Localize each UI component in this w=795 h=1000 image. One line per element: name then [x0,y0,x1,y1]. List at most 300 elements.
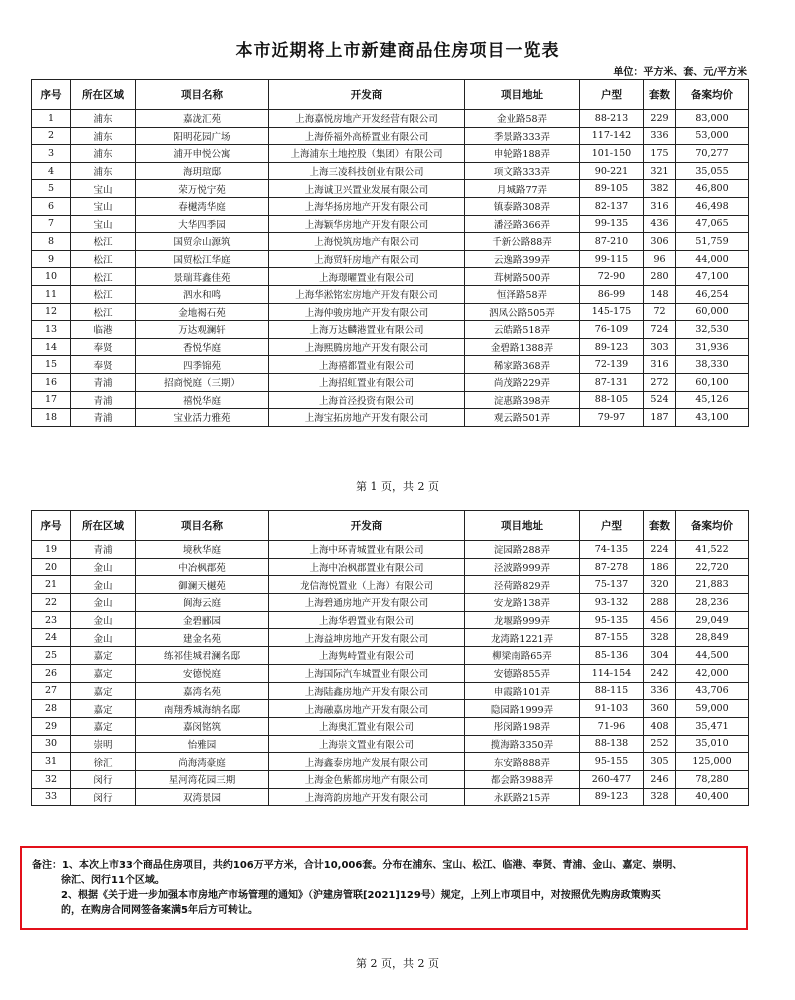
table-cell: 金山 [71,558,136,576]
table-cell: 闵行 [71,770,136,788]
table-cell: 288 [644,594,676,612]
table-cell: 28,236 [676,594,749,612]
table-row [32,338,749,356]
table-cell: 金山 [71,576,136,594]
column-header: 开发商 [269,511,465,541]
table-cell: 嘉湾名苑 [136,682,269,700]
table-cell: 18 [32,409,71,427]
table-cell: 303 [644,338,676,356]
column-header: 项目地址 [465,80,580,110]
note-2-cont: 的，在购房合同网签备案满5年后方可转让。 [61,905,258,916]
table-cell: 嘉定 [71,717,136,735]
table-cell: 海玥瑄邸 [136,162,269,180]
table-cell: 宝山 [71,215,136,233]
table-cell: 25 [32,647,71,665]
table-cell: 上海仲骏房地产开发有限公司 [269,303,465,321]
table-cell: 5 [32,180,71,198]
table-cell: 嘉定 [71,700,136,718]
table-cell: 御澜天樾苑 [136,576,269,594]
table-cell: 中冶枫郡苑 [136,558,269,576]
table-cell: 12 [32,303,71,321]
table-cell: 上海招虹置业有限公司 [269,373,465,391]
column-header: 所在区域 [71,80,136,110]
table-cell: 17 [32,391,71,409]
table-row [32,215,749,233]
table-cell: 临港 [71,321,136,339]
table-cell: 26 [32,664,71,682]
table-cell: 千新公路88弄 [465,233,580,251]
table-cell: 龙信海悦置业（上海）有限公司 [269,576,465,594]
table-cell: 95-135 [580,611,644,629]
table-cell: 46,498 [676,197,749,215]
table-cell: 隐园路1999弄 [465,700,580,718]
table-cell: 22 [32,594,71,612]
table-row [32,664,749,682]
table-cell: 7 [32,215,71,233]
table-cell: 328 [644,788,676,806]
table-cell: 42,000 [676,664,749,682]
table-cell: 382 [644,180,676,198]
table-cell: 上海禧都置业有限公司 [269,356,465,374]
table-cell: 荣万悦宁苑 [136,180,269,198]
note-2: 2、根据《关于进一步加强本市房地产市场管理的通知》（沪建房管联[2021]129号）规定，上列上市项目中，对按照优先购房政策购买 [61,890,661,901]
table-row [32,110,749,128]
table-cell: 436 [644,215,676,233]
table-cell: 金山 [71,611,136,629]
table-cell: 86-99 [580,285,644,303]
table-cell: 上海璟曜置业有限公司 [269,268,465,286]
table-cell: 宝山 [71,197,136,215]
table-cell: 23 [32,611,71,629]
table-cell: 浦开申悦公寓 [136,145,269,163]
table-cell: 永跃路215弄 [465,788,580,806]
table-cell: 22,720 [676,558,749,576]
table-cell: 申霞路101弄 [465,682,580,700]
document-title: 本市近期将上市新建商品住房项目一览表 [235,41,560,61]
table-cell: 云皓路518弄 [465,321,580,339]
table-cell: 上海湾韵房地产开发有限公司 [269,788,465,806]
table-cell: 336 [644,682,676,700]
table-cell: 香悦华庭 [136,338,269,356]
table-cell: 272 [644,373,676,391]
table-cell: 宝山 [71,180,136,198]
table-cell: 金地褐石苑 [136,303,269,321]
table-cell: 89-105 [580,180,644,198]
table-cell: 上海崇文置业有限公司 [269,735,465,753]
table-cell: 32 [32,770,71,788]
table-row [32,285,749,303]
note-1-cont: 徐汇、闵行11个区域。 [61,875,165,886]
table-cell: 95-155 [580,753,644,771]
table-cell: 82-137 [580,197,644,215]
table-cell: 上海国际汽车城置业有限公司 [269,664,465,682]
table-cell: 46,254 [676,285,749,303]
table-cell: 88-115 [580,682,644,700]
table-cell: 38,330 [676,356,749,374]
table-row [32,594,749,612]
table-cell: 景瑞茸鑫佳苑 [136,268,269,286]
table-cell: 46,800 [676,180,749,198]
table-cell: 45,126 [676,391,749,409]
table-cell: 28 [32,700,71,718]
table-cell: 33 [32,788,71,806]
table-cell: 72 [644,303,676,321]
table-cell: 72-90 [580,268,644,286]
table-cell: 东安路888弄 [465,753,580,771]
table-row [32,268,749,286]
table-cell: 15 [32,356,71,374]
table-cell: 85-136 [580,647,644,665]
column-header: 项目名称 [136,80,269,110]
table-cell: 320 [644,576,676,594]
table-cell: 280 [644,268,676,286]
table-cell: 304 [644,647,676,665]
table-cell: 16 [32,373,71,391]
table-cell: 125,000 [676,753,749,771]
column-header: 项目地址 [465,511,580,541]
note-1-text: 1、本次上市33个商品住房项目，共约106万平方米，合计10,006套。分布在浦东、宝山、松江、临港、奉贤、青浦、金山、嘉定、崇明、 [62,860,683,871]
table-cell: 上海诚卫兴置业发展有限公司 [269,180,465,198]
table-cell: 禧悦华庭 [136,391,269,409]
table-cell: 148 [644,285,676,303]
table-row [32,373,749,391]
table-cell: 淀惠路398弄 [465,391,580,409]
table-cell: 43,706 [676,682,749,700]
table-cell: 上海嘉悦房地产开发经营有限公司 [269,110,465,128]
table-cell: 境秋华庭 [136,541,269,559]
table-cell: 宝业活力雅苑 [136,409,269,427]
table-cell: 安龙路138弄 [465,594,580,612]
table-cell: 24 [32,629,71,647]
table-cell: 松江 [71,285,136,303]
table-cell: 阆海云庭 [136,594,269,612]
table-cell: 春樾湾华庭 [136,197,269,215]
table-cell: 21,883 [676,576,749,594]
table-cell: 87-210 [580,233,644,251]
table-row [32,391,749,409]
table-cell: 47,065 [676,215,749,233]
table-cell: 建金名苑 [136,629,269,647]
table-cell: 78,280 [676,770,749,788]
table-cell: 8 [32,233,71,251]
table-cell: 53,000 [676,127,749,145]
table-cell: 87-155 [580,629,644,647]
table-row [32,197,749,215]
table-header-row [32,511,749,541]
table-cell: 揽海路3350弄 [465,735,580,753]
table-row [32,180,749,198]
table-cell: 潘泾路366弄 [465,215,580,233]
table-cell: 28,849 [676,629,749,647]
table-cell: 浦东 [71,110,136,128]
table-cell: 招商悦庭（三期） [136,373,269,391]
table-row [32,127,749,145]
table-row [32,647,749,665]
unit-label: 单位：平方米、套、元/平方米 [613,67,747,78]
table-cell: 上海贸轩房地产有限公司 [269,250,465,268]
table-cell: 43,100 [676,409,749,427]
table-cell: 321 [644,162,676,180]
table-cell: 松江 [71,268,136,286]
table-cell: 月城路77弄 [465,180,580,198]
table-row [32,735,749,753]
table-cell: 上海颖华房地产开发有限公司 [269,215,465,233]
table-row [32,717,749,735]
table-row [32,250,749,268]
table-cell: 嘉定 [71,664,136,682]
table-cell: 松江 [71,250,136,268]
table-cell: 上海碧通房地产开发有限公司 [269,594,465,612]
column-header: 序号 [32,80,71,110]
table-cell: 崇明 [71,735,136,753]
table-cell: 上海金色紫都房地产有限公司 [269,770,465,788]
table-row [32,541,749,559]
table-cell: 尚海湾豪庭 [136,753,269,771]
table-cell: 93-132 [580,594,644,612]
table-cell: 双湾景园 [136,788,269,806]
table-cell: 76-109 [580,321,644,339]
table-cell: 松江 [71,303,136,321]
table-cell: 101-150 [580,145,644,163]
table-cell: 奉贤 [71,338,136,356]
projects-table-page2 [31,510,749,806]
table-cell: 59,000 [676,700,749,718]
table-cell: 闵行 [71,788,136,806]
table-row [32,558,749,576]
table-cell: 泗水和鸣 [136,285,269,303]
table-cell: 上海悦筑房地产有限公司 [269,233,465,251]
table-row [32,233,749,251]
table-cell: 19 [32,541,71,559]
table-cell: 27 [32,682,71,700]
table-cell: 4 [32,162,71,180]
table-cell: 上海中冶枫郡置业有限公司 [269,558,465,576]
table-cell: 9 [32,250,71,268]
table-cell: 87-131 [580,373,644,391]
table-cell: 徐汇 [71,753,136,771]
table-cell: 87-278 [580,558,644,576]
column-header: 套数 [644,511,676,541]
table-cell: 88-105 [580,391,644,409]
table-cell: 国贸佘山源筑 [136,233,269,251]
table-cell: 35,471 [676,717,749,735]
table-cell: 51,759 [676,233,749,251]
table-cell: 336 [644,127,676,145]
table-cell: 金碧路1388弄 [465,338,580,356]
table-cell: 89-123 [580,788,644,806]
table-cell: 尚茂路229弄 [465,373,580,391]
table-cell: 奉贤 [71,356,136,374]
table-cell: 306 [644,233,676,251]
column-header: 备案均价 [676,80,749,110]
table-cell: 71-96 [580,717,644,735]
table-cell: 观云路501弄 [465,409,580,427]
table-cell: 305 [644,753,676,771]
table-cell: 89-123 [580,338,644,356]
table-cell: 浦东 [71,145,136,163]
table-cell: 72-139 [580,356,644,374]
table-row [32,145,749,163]
table-cell: 季景路333弄 [465,127,580,145]
table-cell: 47,100 [676,268,749,286]
table-cell: 上海宝拓房地产开发有限公司 [269,409,465,427]
table-cell: 上海华扬房地产开发有限公司 [269,197,465,215]
table-cell: 83,000 [676,110,749,128]
note-1 [32,858,736,873]
table-cell: 79-97 [580,409,644,427]
table-cell: 上海中环青城置业有限公司 [269,541,465,559]
table-cell: 嘉闵铭筑 [136,717,269,735]
table-cell: 246 [644,770,676,788]
table-cell: 30 [32,735,71,753]
column-header: 户型 [580,80,644,110]
table-body [32,541,749,806]
table-cell: 88-213 [580,110,644,128]
table-cell: 上海融嘉房地产开发有限公司 [269,700,465,718]
column-header: 户型 [580,511,644,541]
table-cell: 上海益坤房地产开发有限公司 [269,629,465,647]
table-row [32,700,749,718]
column-header: 备案均价 [676,511,749,541]
table-cell: 浦东 [71,162,136,180]
table-cell: 186 [644,558,676,576]
table-cell: 29,049 [676,611,749,629]
table-cell: 316 [644,197,676,215]
table-cell: 31 [32,753,71,771]
table-cell: 青浦 [71,409,136,427]
table-cell: 10 [32,268,71,286]
table-cell: 嘉定 [71,647,136,665]
table-cell: 都会路3988弄 [465,770,580,788]
table-cell: 1 [32,110,71,128]
table-cell: 145-175 [580,303,644,321]
table-cell: 32,530 [676,321,749,339]
table-cell: 彤闵路198弄 [465,717,580,735]
table-cell: 88-138 [580,735,644,753]
table-cell: 南翔秀城海纳名邸 [136,700,269,718]
table-row [32,321,749,339]
table-body [32,110,749,427]
column-header: 项目名称 [136,511,269,541]
table-cell: 187 [644,409,676,427]
table-cell: 练祁佳城君澜名邸 [136,647,269,665]
table-cell: 上海首泾投资有限公司 [269,391,465,409]
table-cell: 35,010 [676,735,749,753]
table-cell: 456 [644,611,676,629]
table-cell: 国贸松江华庭 [136,250,269,268]
table-row [32,682,749,700]
table-cell: 上海侨福外高桥置业有限公司 [269,127,465,145]
table-cell: 74-135 [580,541,644,559]
table-row [32,770,749,788]
table-cell: 上海陆鑫房地产开发有限公司 [269,682,465,700]
table-cell: 松江 [71,233,136,251]
table-cell: 上海万达麟港置业有限公司 [269,321,465,339]
table-cell: 11 [32,285,71,303]
table-cell: 224 [644,541,676,559]
table-cell: 60,100 [676,373,749,391]
table-cell: 3 [32,145,71,163]
table-cell: 大华四季园 [136,215,269,233]
table-cell: 41,522 [676,541,749,559]
table-cell: 40,400 [676,788,749,806]
table-cell: 724 [644,321,676,339]
table-cell: 上海隽峙置业有限公司 [269,647,465,665]
table-row [32,356,749,374]
table-cell: 金业路58弄 [465,110,580,128]
table-cell: 金碧郦园 [136,611,269,629]
table-cell: 上海奥汇置业有限公司 [269,717,465,735]
table-cell: 91-103 [580,700,644,718]
table-cell: 6 [32,197,71,215]
notes-box [20,846,748,930]
table-cell: 淀园路288弄 [465,541,580,559]
column-header: 开发商 [269,80,465,110]
table-cell: 金山 [71,629,136,647]
table-cell: 浦东 [71,127,136,145]
table-cell: 安德路855弄 [465,664,580,682]
table-cell: 2 [32,127,71,145]
page2-footer: 第 2 页，共 2 页 [356,957,439,970]
table-cell: 怡雅园 [136,735,269,753]
table-cell: 四季锦苑 [136,356,269,374]
table-cell: 龙堰路999弄 [465,611,580,629]
table-cell: 上海鑫泰房地产发展有限公司 [269,753,465,771]
table-cell: 星河湾花园三期 [136,770,269,788]
table-cell: 嘉泷汇苑 [136,110,269,128]
table-cell: 75-137 [580,576,644,594]
table-cell: 14 [32,338,71,356]
projects-table-page1 [31,79,749,427]
table-cell: 安德悦庭 [136,664,269,682]
table-cell: 稀家路368弄 [465,356,580,374]
table-cell: 上海熙腾房地产开发有限公司 [269,338,465,356]
table-cell: 青浦 [71,373,136,391]
table-cell: 镇泰路308弄 [465,197,580,215]
table-cell: 泾波路999弄 [465,558,580,576]
table-cell: 229 [644,110,676,128]
table-cell: 上海华碧置业有限公司 [269,611,465,629]
table-cell: 20 [32,558,71,576]
table-cell: 260-477 [580,770,644,788]
table-row [32,611,749,629]
column-header: 套数 [644,80,676,110]
table-cell: 29 [32,717,71,735]
table-cell: 云逸路399弄 [465,250,580,268]
table-cell: 嘉定 [71,682,136,700]
table-row [32,409,749,427]
table-cell: 44,000 [676,250,749,268]
table-cell: 青浦 [71,391,136,409]
table-cell: 泗凤公路505弄 [465,303,580,321]
table-cell: 金山 [71,594,136,612]
table-cell: 项文路333弄 [465,162,580,180]
table-row [32,788,749,806]
table-cell: 青浦 [71,541,136,559]
table-cell: 90-221 [580,162,644,180]
table-cell: 上海华淞铭宏房地产开发有限公司 [269,285,465,303]
table-cell: 96 [644,250,676,268]
table-cell: 175 [644,145,676,163]
table-cell: 恒泽路58弄 [465,285,580,303]
table-cell: 上海三凌科技创业有限公司 [269,162,465,180]
page1-footer: 第 1 页，共 2 页 [356,480,439,493]
notes-label: 备注： [32,860,62,871]
table-cell: 117-142 [580,127,644,145]
table-row [32,753,749,771]
column-header: 所在区域 [71,511,136,541]
table-cell: 70,277 [676,145,749,163]
